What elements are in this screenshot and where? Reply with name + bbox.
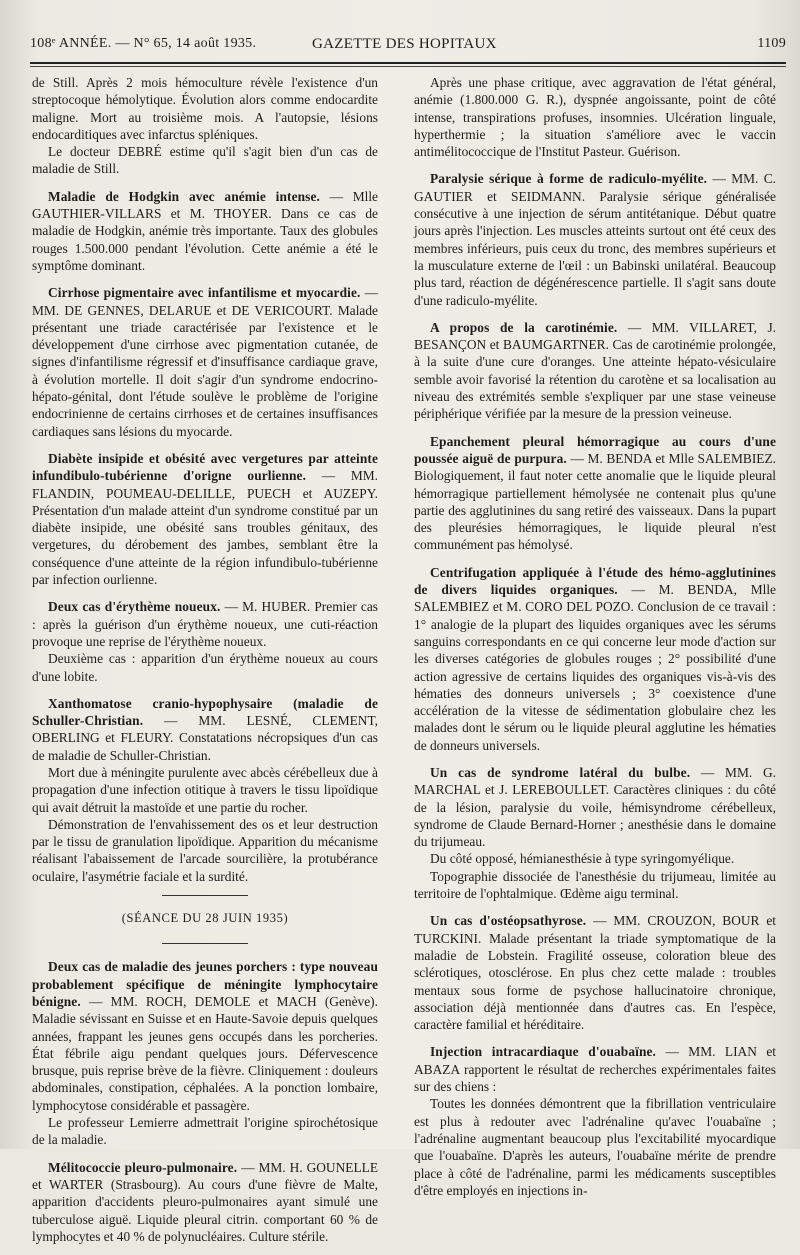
section-divider — [162, 943, 248, 944]
abstract-entry — [414, 433, 776, 554]
entry-body: — MM. CROUZON, BOUR et TURCKINI. Malade présentant la triade symptomatique de la maladie de Lobstein. Fragilité osseuse, coloration bleue des sclérotiques, otosclérose. En plus chez cette malade : troubles mentaux sous forme de psychose hallucinatoire chronique, association déjà mentionnée dans d'autres cas. En l'espèce, caractère familial et héréditaire. — [414, 913, 776, 1033]
paragraph: Topographie dissociée de l'anesthésie du trijumeau, limitée au territoire de l'ophtalmique. Œdème aigu terminal. — [414, 868, 776, 902]
entry-body: — MM. VILLARET, J. BESANÇON et BAUMGARTNER. Cas de carotinémie prolongée, à la suite d'une cure d'oranges. Une atteinte hépato-vésiculaire semble avoir favorisé la rétention du carotène et sa localisation au niveau des extrémités semble s'expliquer par une stase veineuse périphérique vérifiée par la mesure de la pression veineuse. — [414, 319, 777, 422]
entry-title: Injection intracardiaque d'ouabaïne. — [430, 1044, 656, 1060]
paragraph: Du côté opposé, hémianesthésie à type syringomyélique. — [430, 851, 735, 867]
entry-title: Un cas de syndrome latéral du bulbe. — [430, 764, 691, 780]
entry-body: — MM. LESNÉ, CLEMENT, OBERLING et FLEURY. Constatations nécropsiques d'un cas de maladie de Schuller-Christian. — [32, 713, 378, 763]
paragraph: Toutes les données démontrent que la fibrillation ventriculaire est plus à redouter avec l'adrénaline qu'avec l'ouabaïne ; l'adrénaline augmentant beaucoup plus l'excitabilité myocardique que l'ouabaïne. D'après les auteurs, l'ouabaïne mérite de prendre place à côté de l'adrénaline, parmi les médicaments susceptibles d'être employés en injections in- — [414, 1096, 776, 1198]
abstract-entry — [32, 695, 378, 885]
abstract-entry — [32, 450, 378, 588]
paragraph: Le professeur Lemierre admettrait l'origine spirochétosique de la maladie. — [32, 1115, 378, 1148]
entry-title: Maladie de Hodgkin avec anémie intense. — [48, 188, 320, 204]
abstract-entry — [32, 1159, 378, 1245]
section-divider — [162, 895, 248, 896]
abstract-entry — [414, 564, 776, 754]
entry-body: — MM. LIAN et ABAZA rapportent le résultat de recherches expérimentales faites sur des chiens : — [414, 1044, 777, 1095]
paragraph: de Still. Après 2 mois hémoculture révèle l'existence d'un streptocoque hémolytique. Évolution alors comme endocardite maligne. Mort au troisième mois. A l'autopsie, lésions endocarditiques avec infarctus spléniques. — [32, 75, 378, 142]
entry-body: — M. BENDA et Mlle SALEMBIEZ. Biologiquement, il faut noter cette anomalie que le liquide pleural hémorragique partiellement hémolysée ne contenait plus qu'une partie des agglutinines du sang retiré des vaisseaux. Dans la pupart des pleurésies hémorragiques, le liquide pleural n'est communément pas hémolysé. — [414, 450, 776, 553]
entry-body: — MM. FLANDIN, POUMEAU-DELILLE, PUECH et AUZEPY. Présentation d'un malade atteint d'un syndrome constitué par un diabète insipide, une obésité sans troubles génitaux, des vergetures, du dérobement des jambes, semblant être la conséquence d'une atteinte de la région infundibulo-tubérienne par infection ourlienne. — [32, 468, 378, 588]
abstract-entry — [32, 284, 378, 440]
entry-body: — M. BENDA, Mlle SALEMBIEZ et M. CORO DEL POZO. Conclusion de ce travail : 1° analogie de la plupart des liquides organiques avec les sérums sanguins correspondants en ce qui concerne leur mode d'action sur les diverses catégories de globules rouges ; 2° possibilité d'une action agressive de certains liquides des organiques vis-à-vis des hématies des donneurs universels ; 3° coexistence d'une accélération de la vitesse de sédimentation globulaire chez les malades dont le sérum ou le liquide pleural agglutine les hématies de donneurs universels. — [414, 582, 777, 753]
entry-body: — MM. G. MARCHAL et J. LEREBOULLET. Caractères cliniques : du côté de la lésion, paralysie du voile, hémisyndrome cérébelleux, syndrome de Claude Bernard-Horner ; anesthésie dans le domaine du trijumeau. — [414, 764, 776, 850]
entry-title: Centrifugation appliquée à l'étude des hémo-agglutinines de divers liquides organiques. — [414, 564, 776, 598]
paragraph: Démonstration de l'envahissement des os et leur destruction par le tissu de granulation lipoïdique. Apparition du mécanisme réalisant l'abaissement de l'arcade sourcilière, la protubérance oculaire, l'asymétrie faciale et la surdité. — [32, 816, 378, 884]
journal-title: GAZETTE DES HOPITAUX — [312, 36, 497, 52]
abstract-entry — [414, 764, 776, 902]
right-column — [414, 74, 776, 1209]
left-column — [32, 74, 378, 1255]
entry-title: Mélitococcie pleuro-pulmonaire. — [48, 1159, 238, 1175]
entry-body: — MM. DE GENNES, DELARUE et DE VERICOURT. Malade présentant une triade caractérisée par l'existence et le développement d'une cirrhose avec pigmentation cutanée, de signes d'infantilisme régressif et d'insuffisance cardiaque grave, à évolution mortelle. Il doit s'agir d'un syndrome endocrino-hépato-génital, dont l'étude soulève le problème de l'origine endocrinienne de certains cirrhoses et de certaines insuffisances cardiaques sans lésions du myocarde. — [32, 285, 378, 439]
entry-body: — Mlle GAUTHIER-VILLARS et M. THOYER. Dans ce cas de maladie de Hodgkin, anémie très importante. Taux des globules rouges 1.500.000 pendant l'évolution. Cette anémie a été le symptôme dominant. — [32, 188, 378, 273]
entry-title: Un cas d'ostéopsathyrose. — [430, 913, 587, 929]
header-rule-thin — [30, 66, 786, 67]
entry-title: A propos de la carotinémie. — [430, 319, 618, 335]
issue-info: 108ᵉ ANNÉE. — N° 65, 14 août 1935. — [30, 36, 257, 51]
entry-body: — M. HUBER. Premier cas : après la guérison d'un érythème noueux, une cuti-réaction provoque une reprise de l'érythème noueux. — [32, 599, 378, 649]
entry-title: Paralysie sérique à forme de radiculo-myélite. — [430, 171, 708, 187]
abstract-entry — [414, 1043, 776, 1199]
entry-title: Diabète insipide et obésité avec vergetures par atteinte infundibulo-tubérienne d'origne ourlienne. — [32, 450, 378, 484]
paragraph: Deuxième cas : apparition d'un érythème noueux au cours d'une lobite. — [32, 651, 378, 684]
header-rule-thick — [30, 62, 786, 64]
entry-title: Epanchement pleural hémorragique au cours d'une poussée aiguë de purpura. — [414, 433, 776, 466]
entry-title: Cirrhose pigmentaire avec infantilisme et myocardie. — [48, 285, 361, 301]
abstract-entry — [32, 188, 378, 274]
entry-body: — MM. C. GAUTIER et SEIDMANN. Paralysie sérique généralisée consécutive à une injection de sérum antitétanique. Début quatre jours après l'injection. Les muscles atteints surtout ont été ceux des membres inférieurs, puis ceux du tronc, des membres supérieurs et la musculature externe de l'œil : un Babinski unilatéral. Beaucoup plus tard, réaction de dégénérescence partielle. Il s'agit sans doute d'une radiculo-myélite. — [414, 171, 777, 308]
entry-title: Deux cas de maladie des jeunes porchers : type nouveau probablement spécifique de méningite lymphocytaire bénigne. — [32, 959, 378, 1009]
abstract-entry — [32, 958, 378, 1148]
page-number: 1109 — [757, 36, 786, 51]
abstract-entry — [414, 319, 776, 423]
session-heading: (SÉANCE DU 28 JUIN 1935) — [121, 911, 289, 926]
running-header — [30, 36, 786, 58]
entry-body: — MM. ROCH, DEMOLE et MACH (Genève). Maladie sévissant en Suisse et en Haute-Savoie depuis quelques années, frappant les jeunes gens occupés dans les porcheries. État fébrile aigu pendant quelques jours. Défervescence brusque, puis reprise brève de la fièvre. Cliniquement : douleurs abdominales, constipation, céphalées. A la ponction lombaire, lymphocytose considérable et passagère. — [32, 993, 378, 1113]
paragraph: Le docteur DEBRÉ estime qu'il s'agit bien d'un cas de maladie de Still. — [32, 144, 378, 177]
paragraph: Après une phase critique, avec aggravation de l'état général, anémie (1.800.000 G. R.), dyspnée angoissante, point de côté intense, transpirations profuses, insomnies. Ulcération linguale, hyperthermie ; la situation s'améliore avec le vaccin antimélitococcique de l'Institut Pasteur. Guérison. — [414, 75, 776, 160]
entry-title: Xanthomatose cranio-hypophysaire (maladie de Schuller-Christian. — [32, 695, 378, 729]
entry-body: — MM. H. GOUNELLE et WARTER (Strasbourg). Au cours d'une fièvre de Malte, apparition d'accidents pleuro-pulmonaires ayant simulé une tuberculose aiguë. Liquide pleural citrin. comportant 60 % de lymphocytes et 40 % de polynucléaires. Culture stérile. — [32, 1159, 378, 1244]
paragraph: Mort due à méningite purulente avec abcès cérébelleux due à propagation d'une infection otitique à travers le tissu lipoïdique qui avait détruit la mastoïde et une partie du rocher. — [32, 764, 378, 815]
abstract-entry — [414, 912, 776, 1033]
abstract-entry — [32, 598, 378, 684]
abstract-entry — [414, 170, 776, 308]
entry-title: Deux cas d'érythème noueux. — [48, 599, 221, 615]
